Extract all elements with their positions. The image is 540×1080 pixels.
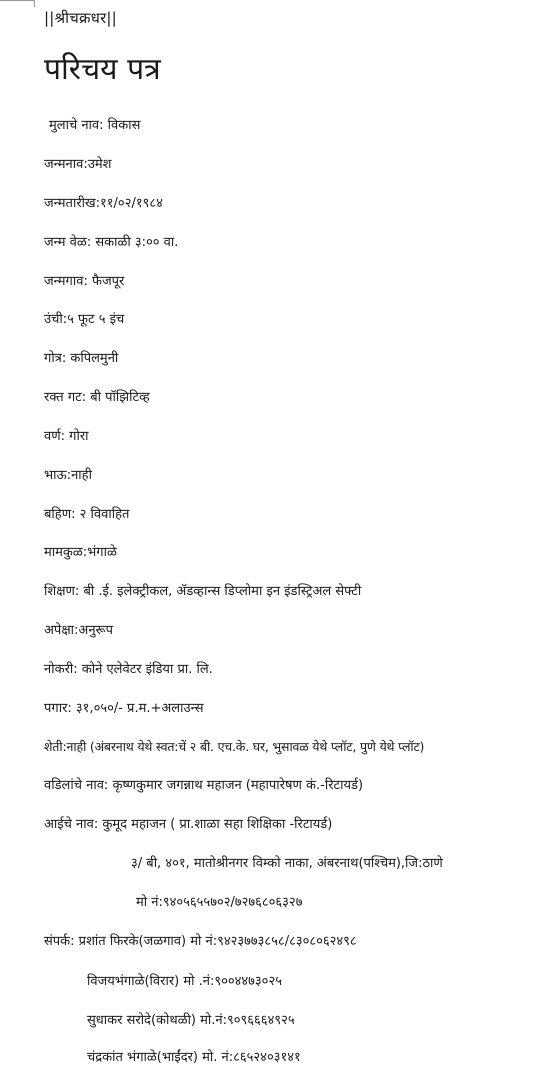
field-row-birth-place	[44, 272, 124, 292]
field-value: बी पॉझिटिव्ह	[86, 390, 150, 405]
field-value: फैजपूर	[87, 274, 125, 289]
field-label: मुलाचे नाव:	[49, 118, 104, 133]
invocation-header: ||श्रीचक्रधर||	[44, 9, 117, 27]
field-value: २ विवाहित	[75, 507, 130, 522]
address-line: ३/ बी, ४०१, मातोश्रीनगर विम्को नाका, अंबरनाथ(पश्चिम),जि:ठाणे	[131, 856, 443, 871]
field-value: सकाळी ३:०० वा.	[91, 235, 179, 250]
field-value: ११/०२/१९८४	[100, 196, 163, 211]
field-value: ३१,०५०/- प्र.म.+अलाउन्स	[71, 701, 204, 716]
field-row-education	[44, 582, 361, 602]
field-row-brother	[44, 466, 92, 486]
field-row-father-name	[44, 776, 363, 796]
field-row-sister	[44, 505, 129, 525]
field-value: कपिलमुनी	[66, 351, 119, 366]
field-label: मामकुळ:	[44, 545, 88, 560]
field-row-name	[49, 116, 140, 136]
field-value: विकास	[103, 118, 141, 133]
field-label: बहिण:	[44, 507, 76, 522]
field-value: कोने एलेवेटर इंडिया प्रा. लि.	[77, 662, 213, 677]
field-row-birth-time	[44, 233, 178, 253]
field-value: कुमूद महाजन ( प्रा.शाळा सहा शिक्षिका -रिटायर्ड)	[98, 817, 333, 832]
field-label: वर्ण:	[44, 429, 66, 444]
contact-row: चंद्रकांत भंगाळे(भाईंदर) मो. नं:८६५२४०३१४१	[87, 1050, 301, 1065]
field-label: जन्म वेळ:	[44, 235, 92, 250]
field-row-birth-date	[44, 194, 163, 214]
field-label: अपेक्षा:	[44, 623, 79, 638]
field-row-height	[44, 310, 124, 330]
page-title: परिचय पत्र	[44, 52, 161, 87]
phone-line: मो नं:९४०५६५५७०२/७२७६८०६३२७	[136, 895, 303, 910]
page-corner-mark	[0, 0, 35, 7]
field-value: गोरा	[65, 429, 89, 444]
field-value: बी .ई. इलेक्ट्रीकल, ॲडव्हान्स डिप्लोमा इन इंडस्ट्रिअल सेफ्टी	[79, 584, 362, 599]
field-value: ५ फूट ५ इंच	[67, 312, 125, 327]
field-value: नाही (अंबरनाथ येथे स्वत:चें २ बी. एच.के. घर, भुसावळ येथे प्लॉट, पुणे येथे प्लॉट)	[66, 739, 425, 754]
field-value: अनुरूप	[78, 623, 114, 638]
field-row-salary	[44, 699, 204, 719]
field-row-complexion	[44, 427, 89, 447]
field-label: वडिलांचे नाव:	[44, 778, 109, 793]
contact-row: विजयभंगाळे(विरार) मो .नं:९००४४७३०२५	[87, 974, 282, 989]
contact-label: संपर्क:	[44, 934, 75, 949]
field-row-gotra	[44, 349, 118, 369]
field-label: गोत्र:	[44, 351, 67, 366]
contact-row: सुधाकर सरोदे(कोथळी) मो.नं:९०९६६६४९२५	[87, 1013, 295, 1028]
field-label: पगार:	[44, 701, 72, 716]
field-row-expectation	[44, 621, 113, 641]
field-row-blood-group	[44, 388, 150, 408]
contact-row-first	[44, 932, 357, 952]
field-row-birth-name	[44, 155, 112, 175]
contact-value: प्रशांत फिरके(जळगाव) मो नं:९४२३७७३८५८/८३०८०६२४९८	[74, 934, 357, 949]
field-row-job	[44, 660, 213, 680]
field-label: जन्मनाव:	[44, 157, 88, 172]
field-label: शेती:	[44, 739, 67, 754]
field-value: भंगाळे	[87, 545, 117, 560]
field-label: रक्त गट:	[44, 390, 87, 405]
field-row-maternal-family	[44, 543, 117, 563]
field-label: भाऊ:	[44, 468, 72, 483]
field-value: उमेश	[87, 157, 112, 172]
field-label: जन्मगाव:	[44, 274, 88, 289]
field-row-property	[44, 737, 424, 757]
field-label: उंची:	[44, 312, 68, 327]
field-value: नाही	[71, 468, 92, 483]
field-label: शिक्षण:	[44, 584, 80, 599]
field-label: जन्मतारीख:	[44, 196, 101, 211]
field-value: कृष्णकुमार जगन्नाथ महाजन (महापारेषण कं.-रिटायर्ड)	[108, 778, 364, 793]
field-row-mother-name	[44, 815, 332, 835]
field-label: नोकरी:	[44, 662, 78, 677]
field-label: आईचे नाव:	[44, 817, 99, 832]
